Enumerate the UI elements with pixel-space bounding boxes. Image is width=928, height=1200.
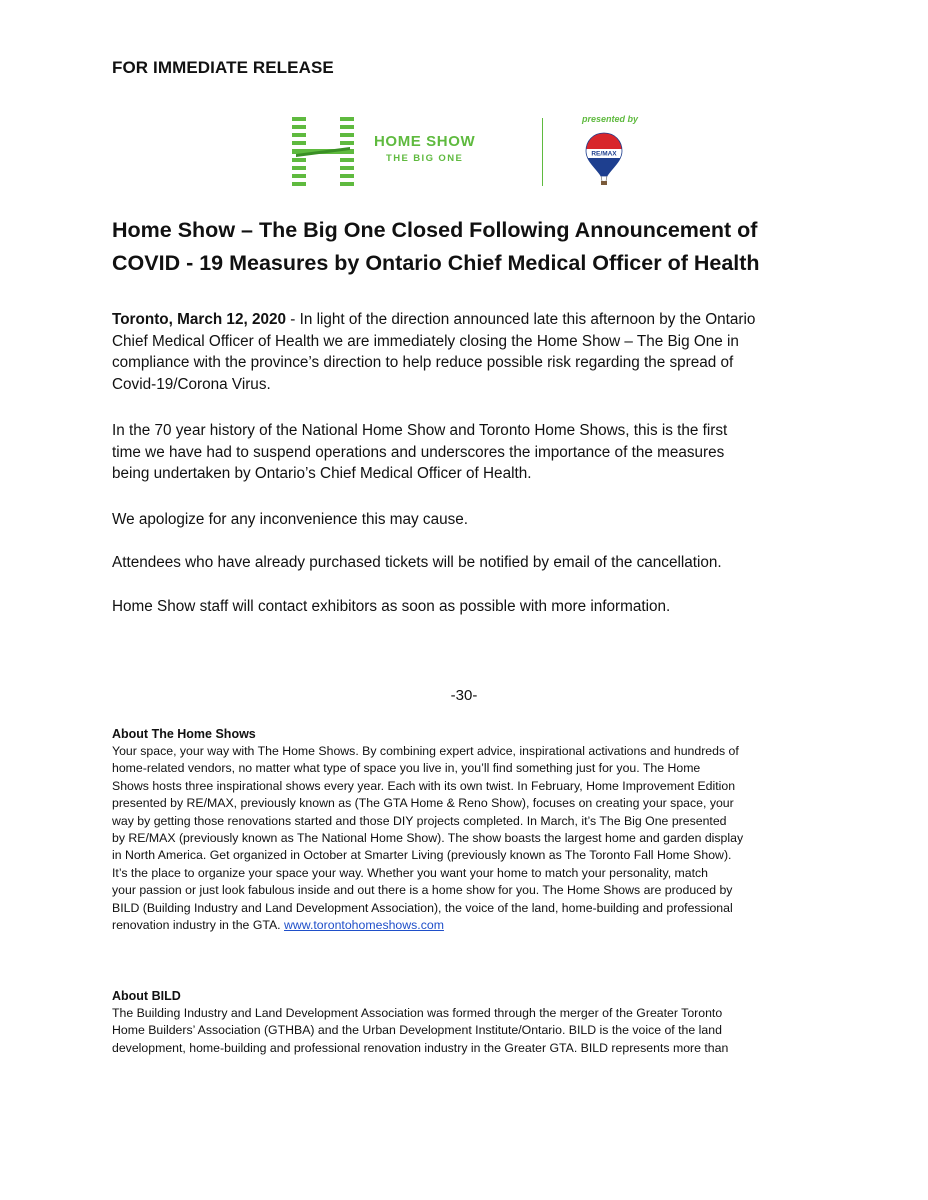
presented-by-label: presented by <box>582 114 639 124</box>
release-label: FOR IMMEDIATE RELEASE <box>112 58 334 77</box>
headline-line-1: Home Show – The Big One Closed Following Announcement of <box>112 218 758 242</box>
about-bild-line-1: The Building Industry and Land Development Association was formed through the merger of the Greater Toronto <box>112 1006 723 1020</box>
dateline: Toronto, March 12, 2020 <box>112 311 286 328</box>
remax-balloon-text: RE/MAX <box>591 150 617 158</box>
body-p2-line-1: In the 70 year history of the National Home Show and Toronto Home Shows, this is the first <box>112 422 728 439</box>
about-shows-line-1: Your space, your way with The Home Shows. By combining expert advice, inspirational activations and hundreds of <box>112 744 739 758</box>
body-p1-line-1 <box>112 309 832 331</box>
about-shows-body <box>112 743 824 934</box>
body-paragraph-5: Home Show staff will contact exhibitors as soon as possible with more information. <box>112 598 671 615</box>
logo-wordmark <box>374 133 475 164</box>
about-shows-heading: About The Home Shows <box>112 727 256 741</box>
about-shows-line-3: Shows hosts three inspirational shows every year. Each with its own twist. In February, Home Improvement Edition <box>112 778 736 793</box>
about-shows-line-5: way by getting those renovations started and those DIY projects completed. In March, it’s The Big One presented <box>112 813 727 828</box>
body-paragraph-3: We apologize for any inconvenience this may cause. <box>112 511 468 528</box>
about-bild-line-3: development, home-building and professional renovation industry in the Greater GTA. BILD represents more than <box>112 1040 729 1055</box>
body-paragraph-4: Attendees who have already purchased tickets will be notified by email of the cancellation. <box>112 554 722 571</box>
body-p1-line-4: Covid-19/Corona Virus. <box>112 375 271 393</box>
logo-divider <box>542 118 543 186</box>
about-shows-line-6: by RE/MAX (previously known as The National Home Show). The show boasts the largest home and garden display <box>112 831 744 846</box>
about-bild-body <box>112 1005 824 1057</box>
headline-line-2: COVID - 19 Measures by Ontario Chief Medical Officer of Health <box>112 251 760 275</box>
toronto-home-shows-link[interactable]: www.torontohomeshows.com <box>284 918 444 933</box>
about-shows-line-4: presented by RE/MAX, previously known as (The GTA Home & Reno Show), focuses on creating your space, your <box>112 796 734 811</box>
logo-banner <box>0 114 928 194</box>
body-p2-line-2: time we have had to suspend operations and underscores the importance of the measures <box>112 443 725 461</box>
body-p1-line-1-text: - In light of the direction announced late this afternoon by the Ontario <box>285 311 756 328</box>
logo-brand: HOME SHOW <box>374 133 476 150</box>
body-p1-line-2: Chief Medical Officer of Health we are immediately closing the Home Show – The Big One in <box>112 332 739 350</box>
about-bild-heading: About BILD <box>112 989 181 1003</box>
home-show-h-logo <box>292 117 354 187</box>
body-p2-line-3: being undertaken by Ontario’s Chief Medical Officer of Health. <box>112 465 532 482</box>
about-shows-line-9: your passion or just look fabulous inside and out there is a home show for you. The Home Shows are produced by <box>112 883 733 898</box>
about-shows-line-10: BILD (Building Industry and Land Development Association), the voice of the land, home-building and professional <box>112 900 733 915</box>
about-shows-line-2: home-related vendors, no matter what type of space you live in, you’ll find something just for you. The Home <box>112 761 701 776</box>
about-bild-line-2: Home Builders’ Association (GTHBA) and the Urban Development Institute/Ontario. BILD is the voice of the land <box>112 1023 722 1038</box>
logo-tagline: THE BIG ONE <box>386 153 464 164</box>
about-shows-line-7: in North America. Get organized in October at Smarter Living (previously known as The Toronto Fall Home Show). <box>112 848 732 863</box>
about-shows-line-11 <box>112 917 824 934</box>
end-mark: -30- <box>450 687 478 704</box>
body-paragraph-1 <box>112 309 832 395</box>
about-shows-line-8: It’s the place to organize your space your way. Whether you want your home to match your personality, match <box>112 865 709 880</box>
about-shows-last-line: renovation industry in the GTA. <box>112 918 285 933</box>
remax-balloon-icon <box>584 132 624 188</box>
headline <box>112 214 832 280</box>
body-paragraph-2 <box>112 420 832 485</box>
body-p1-line-3: compliance with the province’s direction to help reduce possible risk regarding the spread of <box>112 354 734 371</box>
